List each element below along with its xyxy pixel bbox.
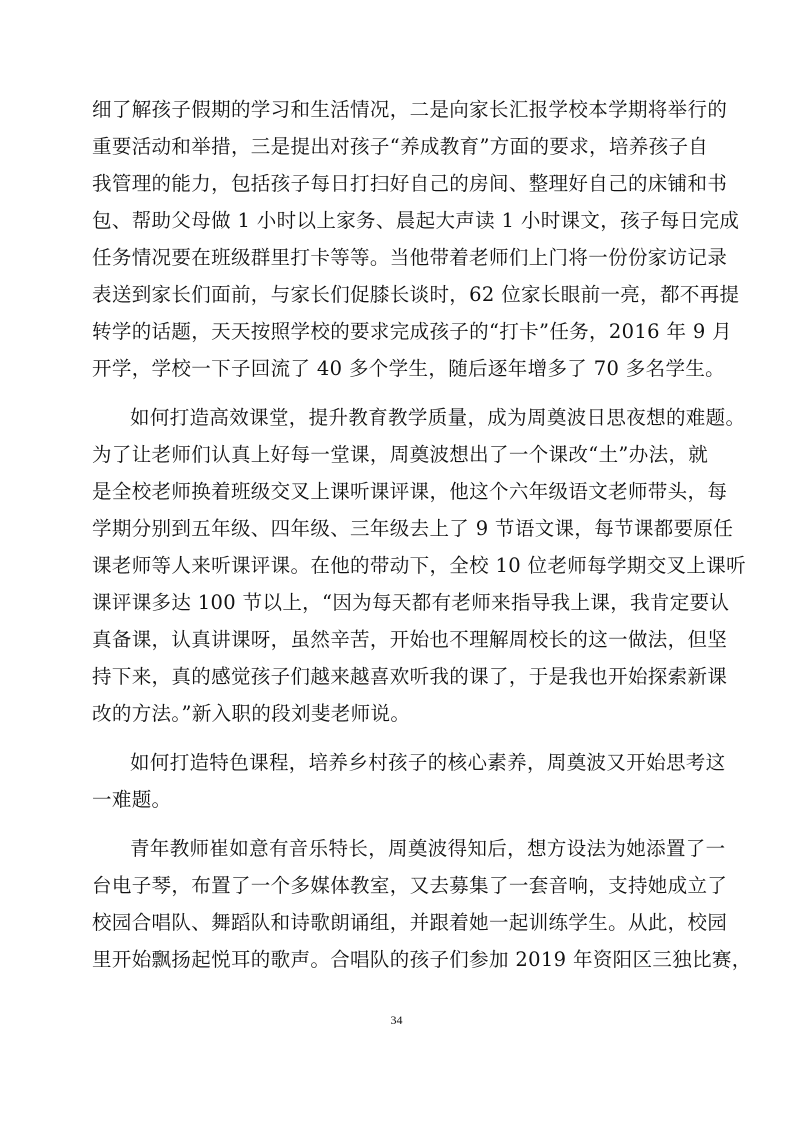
text-line: 任务情况要在班级群里打卡等等。当他带着老师们上门将一份份家访记录 (92, 246, 728, 269)
text-line: 课老师等人来听课评课。在他的带动下，全校 10 位老师每学期交叉上课听 (92, 554, 746, 577)
text-line: 里开始飘扬起悦耳的歌声。合唱队的孩子们参加 2019 年资阳区三独比赛， (92, 948, 752, 971)
text-line: 改的方法。”新入职的段刘斐老师说。 (92, 702, 411, 725)
text-line: 学期分别到五年级、四年级、三年级去上了 9 节语文课，每节课都要原任 (92, 517, 734, 540)
text-line: 台电子琴，布置了一个多媒体教室，又去募集了一套音响，支持她成立了 (92, 874, 728, 897)
text-line: 课评课多达 100 节以上，“因为每天都有老师来指导我上课，我肯定要认 (92, 591, 730, 614)
page-number: 34 (390, 1013, 403, 1027)
text-line: 真备课，认真讲课呀，虽然辛苦，开始也不理解周校长的这一做法，但坚 (92, 628, 728, 651)
text-line: 开学，学校一下子回流了 40 多个学生，随后逐年增多了 70 多名学生。 (92, 357, 726, 380)
text-line: 持下来，真的感觉孩子们越来越喜欢听我的课了，于是我也开始探索新课 (92, 665, 728, 688)
text-line: 细了解孩子假期的学习和生活情况，二是向家长汇报学校本学期将举行的 (92, 98, 728, 121)
text-line: 包、帮助父母做 1 小时以上家务、晨起大声读 1 小时课文，孩子每日完成 (92, 209, 740, 232)
text-line: 我管理的能力，包括孩子每日打扫好自己的房间、整理好自己的床铺和书 (92, 172, 728, 195)
paragraph-start-line: 青年教师崔如意有音乐特长，周奠波得知后，想方设法为她添置了一 (130, 837, 726, 860)
paragraph-start-line: 如何打造特色课程，培养乡村孩子的核心素养，周奠波又开始思考这 (130, 751, 726, 774)
text-line: 一难题。 (92, 788, 172, 811)
text-line: 为了让老师们认真上好每一堂课，周奠波想出了一个课改“土”办法，就 (92, 443, 709, 466)
text-line: 重要活动和举措，三是提出对孩子“养成教育”方面的要求，培养孩子自 (92, 135, 709, 158)
text-line: 校园合唱队、舞蹈队和诗歌朗诵组，并跟着她一起训练学生。从此，校园 (92, 911, 728, 934)
text-line: 转学的话题，天天按照学校的要求完成孩子的“打卡”任务，2016 年 9 月 (92, 320, 733, 343)
paragraph-start-line: 如何打造高效课堂，提升教育教学质量，成为周奠波日思夜想的难题。 (130, 406, 746, 429)
text-line: 表送到家长们面前，与家长们促膝长谈时，62 位家长眼前一亮，都不再提 (92, 283, 740, 306)
text-line: 是全校老师换着班级交叉上课听课评课，他这个六年级语文老师带头，每 (92, 480, 728, 503)
